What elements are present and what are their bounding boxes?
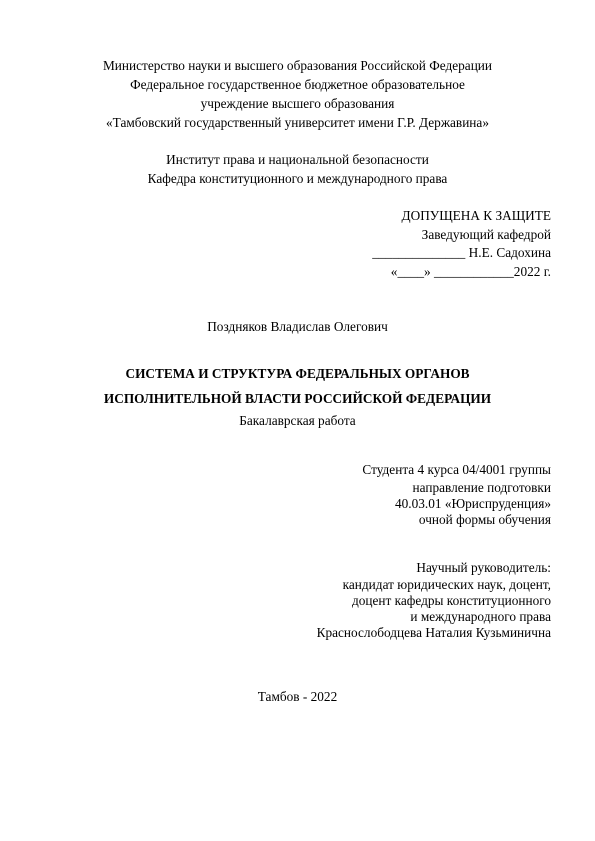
- approval-signature: ______________ Н.Е. Садохина: [372, 245, 551, 260]
- supervisor-position-cont: и международного права: [410, 609, 551, 624]
- supervisor-degree: кандидат юридических наук, доцент,: [342, 577, 551, 592]
- supervisor-label: Научный руководитель:: [416, 560, 551, 575]
- approval-date: «____» ____________2022 г.: [390, 264, 551, 279]
- supervisor-name: Краснослободцева Наталия Кузьминична: [316, 625, 551, 640]
- student-study-form: очной формы обучения: [418, 512, 551, 527]
- author-name: Поздняков Владислав Олегович: [207, 319, 388, 334]
- work-title-line1: СИСТЕМА И СТРУКТУРА ФЕДЕРАЛЬНЫХ ОРГАНОВ: [125, 366, 470, 381]
- institution-level-line: учреждение высшего образования: [200, 96, 395, 111]
- institute-name: Институт права и национальной безопасности: [166, 152, 429, 167]
- university-name: «Тамбовский государственный университет имени Г.Р. Державина»: [106, 115, 489, 130]
- approval-role: Заведующий кафедрой: [421, 227, 551, 242]
- supervisor-position: доцент кафедры конституционного: [351, 593, 551, 608]
- student-direction-code: 40.03.01 «Юриспруденция»: [394, 496, 551, 511]
- student-direction-label: направление подготовки: [412, 480, 551, 495]
- ministry-line: Министерство науки и высшего образования Российской Федерации: [102, 58, 493, 73]
- place-year: Тамбов - 2022: [257, 689, 338, 704]
- work-title-line2: ИСПОЛНИТЕЛЬНОЙ ВЛАСТИ РОССИЙСКОЙ ФЕДЕРАЦИИ: [103, 391, 492, 406]
- work-type: Бакалаврская работа: [239, 413, 356, 428]
- chair-name: Кафедра конституционного и международного права: [147, 171, 448, 186]
- institution-type-line: Федеральное государственное бюджетное образовательное: [130, 77, 465, 92]
- student-course: Студента 4 курса 04/4001 группы: [362, 462, 551, 477]
- approval-title: ДОПУЩЕНА К ЗАЩИТЕ: [401, 208, 551, 223]
